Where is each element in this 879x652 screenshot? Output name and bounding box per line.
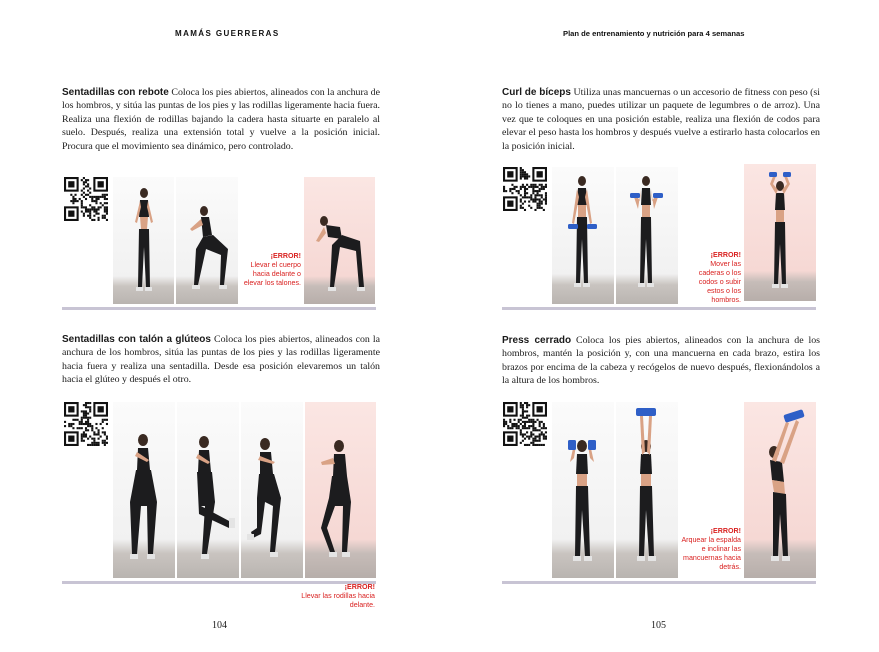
- exercise-photo: [177, 402, 239, 578]
- figure-heel-kick-side: [241, 402, 303, 578]
- figure-squat-error: [304, 177, 375, 304]
- figure-press-down: [552, 402, 614, 578]
- error-text: Llevar las rodillas hacia delante.: [301, 592, 375, 609]
- exercise-body: Utiliza unas mancuernas o un accesorio de fitness con peso (si no lo tienes a mano, puedes utilizar un paquete de legumbres o de arroz). Una vez que te coloques en una posición estable, realiza una flexión de codos para elevar el peso hasta los hombros y después vuelve a estirarlo hasta colocarlos en la posición inicial.: [502, 87, 821, 152]
- figure-squat-front: [113, 402, 175, 578]
- right-page: [440, 0, 879, 652]
- figure-curl-up: [616, 167, 678, 304]
- figure-knees-forward-error: [305, 402, 376, 578]
- exercise-photo: [616, 167, 678, 304]
- error-text: Mover las caderas o los codos o subir estos o los hombros.: [698, 260, 741, 304]
- running-head: Plan de entrenamiento y nutrición para 4 semanas: [563, 29, 745, 38]
- figure-press-error: [744, 402, 816, 578]
- section-divider: [502, 581, 816, 584]
- exercise-title: Press cerrado: [502, 335, 572, 346]
- exercise-title: Curl de bíceps: [502, 87, 571, 98]
- left-page: [0, 0, 439, 652]
- error-photo: [304, 177, 375, 304]
- exercise-description: [62, 333, 380, 387]
- exercise-photo: [552, 167, 614, 304]
- exercise-description: [502, 334, 820, 388]
- qr-code-icon[interactable]: [64, 177, 108, 221]
- exercise-photo: [176, 177, 238, 304]
- error-photo: [305, 402, 376, 578]
- figure-heel-kick: [177, 402, 239, 578]
- page-number: 105: [651, 620, 666, 631]
- error-photo: [744, 164, 816, 301]
- exercise-photo: [113, 402, 175, 578]
- exercise-description: [502, 86, 820, 153]
- error-note: [237, 252, 301, 288]
- exercise-body: Coloca los pies abiertos, alineados con la anchura de los hombros, y sitúa las puntas de los pies y las rodillas ligeramente hacia fuera. Realiza una flexión de rodillas bajando la cadera hasta situarte en paralelo al suelo. Después, realiza una extensión total y vuelve a la posición inicial. Procura que el movimiento sea dinámico, pero controlado.: [62, 87, 380, 152]
- qr-code-icon[interactable]: [503, 402, 547, 446]
- figure-standing: [113, 177, 174, 304]
- exercise-description: [62, 86, 380, 153]
- error-note: [685, 251, 741, 305]
- exercise-photo: [552, 402, 614, 578]
- exercise-body: Coloca los pies abiertos, alineados con la anchura de los hombros, mantén la posición y, con una mancuerna en cada brazo, estira los brazos por encima de la cabeza y recógelos de nuevo después, flexionándolos a la altura de los hombros.: [502, 335, 820, 387]
- error-title: ¡ERROR!: [710, 251, 741, 259]
- error-title: ¡ERROR!: [270, 252, 301, 260]
- running-head: MAMÁS GUERRERAS: [175, 29, 280, 38]
- exercise-photo: [113, 177, 174, 304]
- error-title: ¡ERROR!: [710, 527, 741, 535]
- error-note: [681, 527, 741, 572]
- qr-code-icon[interactable]: [64, 402, 108, 446]
- figure-curl-down: [552, 167, 614, 304]
- error-photo: [744, 402, 816, 578]
- exercise-body: Coloca los pies abiertos, alineados con la anchura de los hombros, sitúa las puntas de los pies y las rodillas ligeramente hacia fuera y realiza una sentadilla. Desde esa posición elevaremos un talón hacia el glúteo y después el otro.: [62, 334, 380, 386]
- figure-curl-error: [744, 164, 816, 301]
- figure-squat: [176, 177, 238, 304]
- exercise-title: Sentadillas con rebote: [62, 87, 169, 98]
- section-divider: [62, 307, 376, 310]
- page-number: 104: [212, 620, 227, 631]
- qr-code-icon[interactable]: [503, 167, 547, 211]
- figure-press-up: [616, 402, 678, 578]
- section-divider: [502, 307, 816, 310]
- error-text: Arquear la espalda e inclinar las mancuernas hacia detrás.: [681, 536, 741, 571]
- error-note: [295, 583, 375, 610]
- exercise-photo: [616, 402, 678, 578]
- exercise-photo: [241, 402, 303, 578]
- error-title: ¡ERROR!: [344, 583, 375, 591]
- error-text: Llevar el cuerpo hacia delante o elevar los talones.: [243, 261, 301, 287]
- exercise-title: Sentadillas con talón a glúteos: [62, 334, 211, 345]
